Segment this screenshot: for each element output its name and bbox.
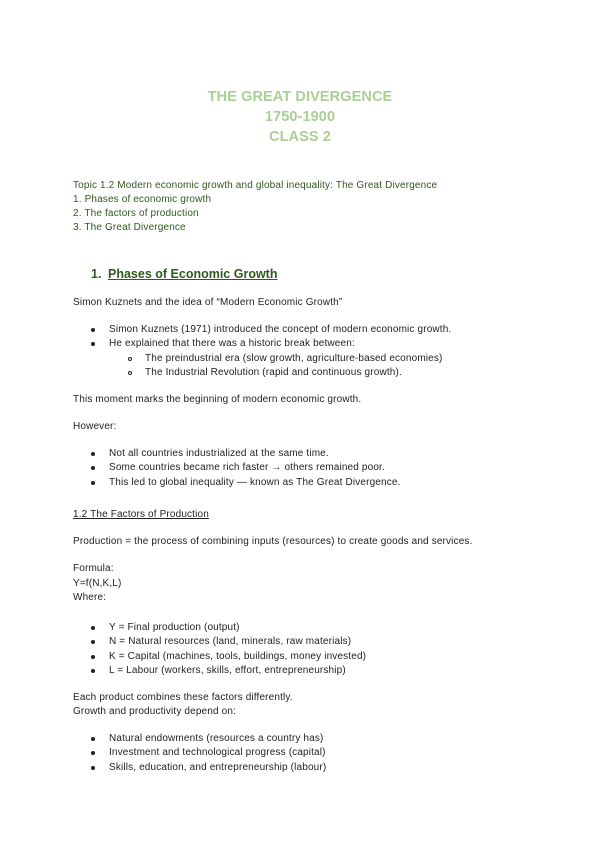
list-item: L = Labour (workers, skills, effort, entrepreneurship): [109, 665, 346, 676]
title-line-2: 1750-1900: [264, 109, 336, 125]
list-item: Investment and technological progress (capital): [109, 747, 326, 758]
list-item: Some countries became rich faster → others remained poor.: [109, 462, 385, 473]
topic-item-2: 2. The factors of production: [73, 208, 199, 219]
paragraph-definition: Production = the process of combining inputs (resources) to create goods and services.: [73, 536, 473, 547]
title-line-1: THE GREAT DIVERGENCE: [207, 89, 393, 105]
list-item: K = Capital (machines, tools, buildings, money invested): [109, 651, 367, 662]
list-item: Natural endowments (resources a country has): [109, 733, 324, 744]
bullet-icon: [91, 751, 95, 755]
paragraph-combines: Each product combines these factors differently.: [73, 692, 293, 703]
bullet-icon: [91, 737, 95, 741]
topic-item-3: 3. The Great Divergence: [73, 222, 186, 233]
formula: Y=f(N,K,L): [73, 578, 122, 589]
bullet-icon: [91, 328, 95, 332]
sub-list-item: The Industrial Revolution (rapid and continuous growth).: [145, 367, 402, 378]
formula-label: Formula:: [73, 563, 114, 574]
paragraph-however: However:: [73, 421, 117, 432]
topic-item-1: 1. Phases of economic growth: [73, 194, 212, 205]
title-line-3: CLASS 2: [269, 129, 331, 145]
sub-bullet-icon: [128, 371, 132, 375]
paragraph-growth: Growth and productivity depend on:: [73, 706, 236, 717]
sub-list-item: The preindustrial era (slow growth, agriculture-based economies): [145, 353, 443, 364]
bullet-icon: [91, 466, 95, 470]
bullet-icon: [91, 626, 95, 630]
list-item: Y = Final production (output): [109, 622, 240, 633]
bullet-icon: [91, 655, 95, 659]
bullet-icon: [91, 452, 95, 456]
bullet-icon: [91, 481, 95, 485]
bullet-icon: [91, 669, 95, 673]
list-item: He explained that there was a historic break between:: [109, 338, 355, 349]
bullet-icon: [91, 342, 95, 346]
list-item: Not all countries industrialized at the same time.: [109, 448, 329, 459]
topic-heading: Topic 1.2 Modern economic growth and global inequality: The Great Divergence: [73, 180, 438, 191]
bullet-icon: [91, 640, 95, 644]
list-item: Skills, education, and entrepreneurship (labour): [109, 762, 327, 773]
section-1-intro: Simon Kuznets and the idea of “Modern Economic Growth”: [73, 297, 343, 308]
document-title: [0, 87, 600, 147]
section-2-heading: 1.2 The Factors of Production: [73, 509, 209, 520]
list-item: N = Natural resources (land, minerals, raw materials): [109, 636, 352, 647]
list-item: Simon Kuznets (1971) introduced the concept of modern economic growth.: [109, 324, 452, 335]
section-1-heading: [91, 267, 277, 281]
section-1-number: 1.: [91, 267, 102, 281]
sub-bullet-icon: [128, 357, 132, 361]
paragraph-moment: This moment marks the beginning of modern economic growth.: [73, 394, 362, 405]
section-1-title: Phases of Economic Growth: [108, 267, 278, 281]
bullet-icon: [91, 766, 95, 770]
list-item: This led to global inequality — known as The Great Divergence.: [109, 477, 401, 488]
where-label: Where:: [73, 592, 107, 603]
